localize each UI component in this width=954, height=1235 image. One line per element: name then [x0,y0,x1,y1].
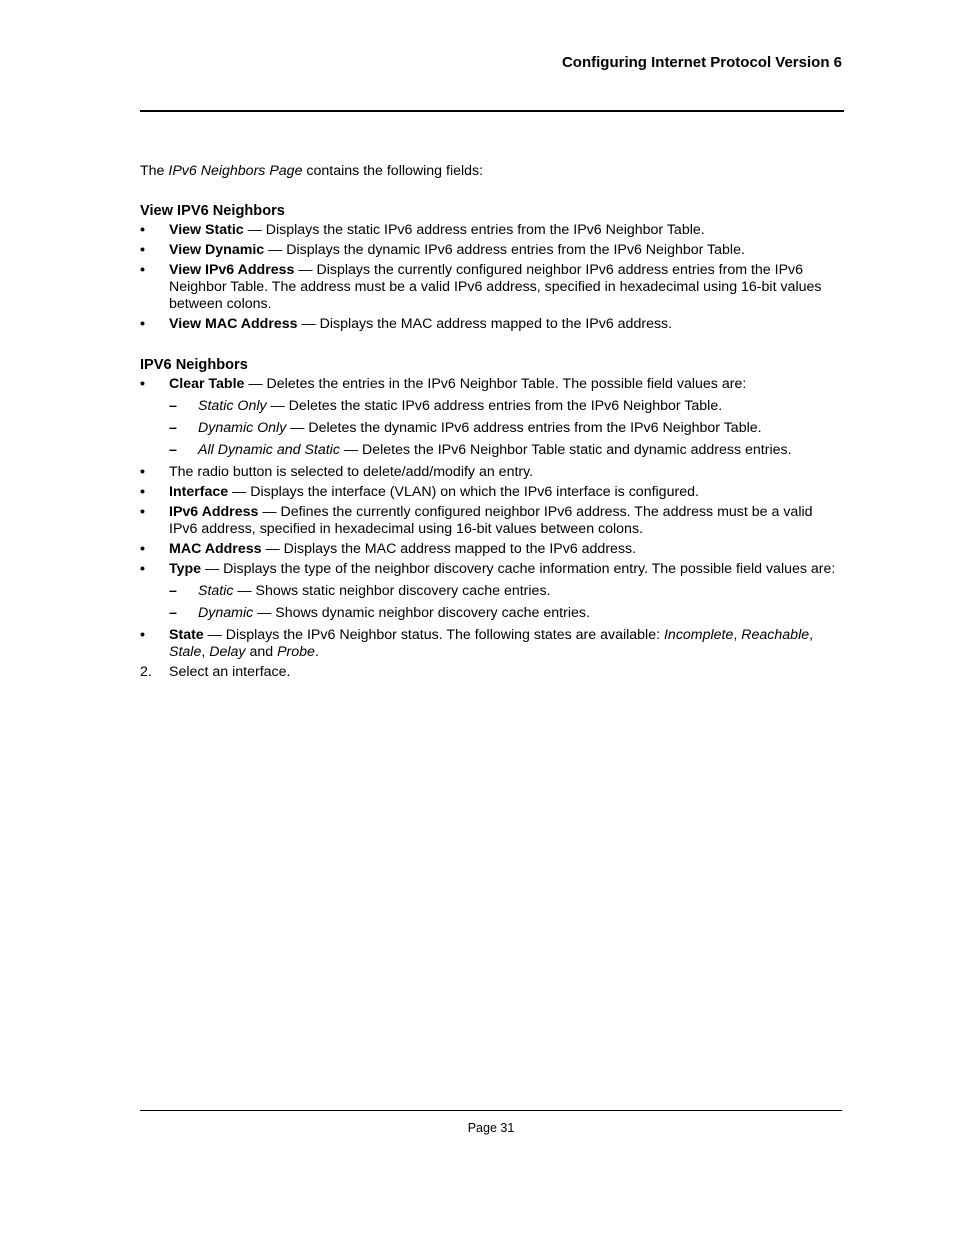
sub-item: – All Dynamic and Static — Deletes the IPv6 Neighbor Table static and dynamic address entries. [169,442,792,458]
list-item-radio-note: • The radio button is selected to delete/add/modify an entry. [140,464,534,480]
footer-rule [140,1110,842,1111]
list-item: • View Dynamic — Displays the dynamic IPv6 address entries from the IPv6 Neighbor Table. [140,242,745,258]
page-content [140,163,842,681]
page-name: IPv6 Neighbors Page [168,163,303,179]
section-heading-view: View IPV6 Neighbors [140,203,285,219]
header-rule [140,110,844,112]
sub-item: – Dynamic — Shows dynamic neighbor discovery cache entries. [169,605,590,621]
sub-item: – Dynamic Only — Deletes the dynamic IPv6 address entries from the IPv6 Neighbor Table. [169,420,762,436]
sub-item: – Static — Shows static neighbor discovery cache entries. [169,583,551,599]
section-heading-neighbors: IPV6 Neighbors [140,357,248,373]
list-item-state: • State — Displays the IPv6 Neighbor status. The following states are available: Incomplete, Reachable, Stale, Delay and Probe. [140,627,814,660]
step-item: 2. Select an interface. [140,664,291,680]
list-item-type: • Type — Displays the type of the neighbor discovery cache information entry. The possible field values are: [140,561,836,577]
list-item-mac-address: • MAC Address — Displays the MAC address mapped to the IPv6 address. [140,541,637,557]
list-item-ipv6-address: • IPv6 Address — Defines the currently configured neighbor IPv6 address. The address must be a valid IPv6 address, specified in hexadecimal using 16-bit values between colons. [140,504,813,537]
intro-paragraph: The IPv6 Neighbors Page contains the following fields: [140,163,484,179]
neighbor-fields-list [140,376,842,661]
page-number: Page 31 [467,1121,515,1135]
list-item-interface: • Interface — Displays the interface (VLAN) on which the IPv6 interface is configured. [140,484,699,500]
section-ipv6-neighbors [140,357,842,681]
view-fields-list [140,222,842,333]
list-item-clear-table: • Clear Table — Deletes the entries in the IPv6 Neighbor Table. The possible field values are: [140,376,747,392]
sub-item: – Static Only — Deletes the static IPv6 address entries from the IPv6 Neighbor Table. [169,398,723,414]
list-item: • View MAC Address — Displays the MAC address mapped to the IPv6 address. [140,316,673,332]
list-item: • View Static — Displays the static IPv6 address entries from the IPv6 Neighbor Table. [140,222,705,238]
page-header-title: Configuring Internet Protocol Version 6 [561,54,842,71]
list-item: • View IPv6 Address — Displays the currently configured neighbor IPv6 address entries from the IPv6 Neighbor Table. The address must be a valid IPv6 address, specified in hexadecimal using 16-bit values between colons. [140,262,822,312]
